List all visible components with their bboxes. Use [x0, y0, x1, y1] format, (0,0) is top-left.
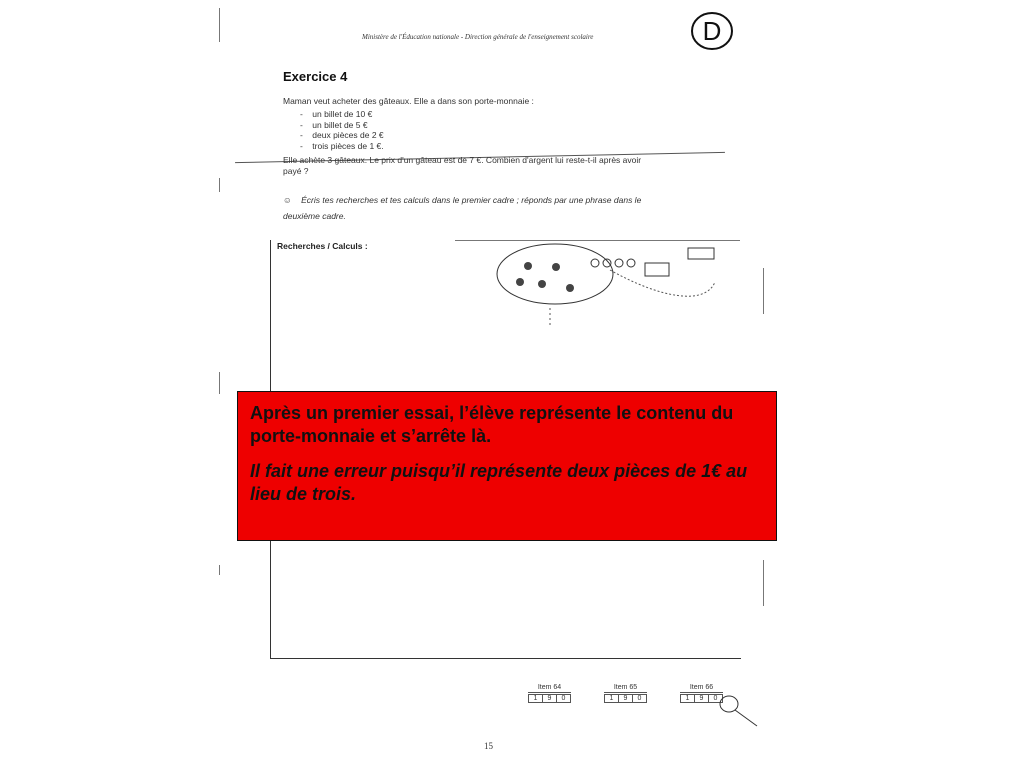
circled-letter-badge: [690, 10, 734, 52]
score-cell: 1: [681, 695, 695, 702]
exercise-instruction: ☺ Écris tes recherches et tes calculs dans le premier cadre ; réponds par une phrase dans le: [283, 195, 642, 205]
scan-mark: [219, 178, 220, 192]
scan-mark: [219, 8, 220, 42]
score-label: Item 66: [680, 684, 723, 693]
list-item: - un billet de 10 €: [300, 109, 373, 119]
score-cell: 0: [637, 695, 642, 702]
callout-error-note: Il fait une erreur puisqu’il représente deux pièces de 1€ au lieu de trois.: [250, 461, 748, 504]
list-item: - un billet de 5 €: [300, 119, 368, 130]
score-cell: 0: [713, 695, 718, 702]
scan-mark: [219, 372, 220, 394]
score-cell: 9: [695, 695, 709, 702]
badge-letter: D: [702, 16, 722, 46]
score-cell: 1: [529, 695, 543, 702]
scan-mark: [219, 565, 220, 575]
score-item-65: [604, 684, 647, 703]
page-number: 15: [484, 741, 493, 751]
money-list: [300, 109, 384, 151]
list-item: - deux pièces de 2 €: [300, 130, 384, 140]
exercise-question: Elle achète 3 gâteaux. Le prix d'un gâteau est de 7 €. Combien d'argent lui reste-t-il après avoir: [283, 155, 642, 165]
exercise-instruction-end: deuxième cadre.: [283, 211, 346, 221]
circled-score-mark: [715, 690, 760, 728]
score-cell: 9: [543, 695, 557, 702]
exercise-title: Exercice 4: [283, 69, 348, 84]
score-item-64: [528, 684, 571, 703]
ministry-header: Ministère de l'Éducation nationale - Direction générale de l'enseignement scolaire: [362, 33, 594, 41]
score-cell: 0: [561, 695, 566, 702]
exercise-question-end: payé ?: [283, 166, 309, 176]
student-drawing: [490, 236, 730, 336]
scan-mark: [763, 560, 764, 606]
scan-mark: [763, 268, 764, 314]
exercise-intro: Maman veut acheter des gâteaux. Elle a dans son porte-monnaie :: [283, 96, 534, 106]
score-cell: 9: [619, 695, 633, 702]
annotation-callout: [237, 391, 777, 541]
callout-text: Après un premier essai, l’élève représente le contenu du porte-monnaie et s’arrête là.: [250, 403, 734, 446]
list-item: - trois pièces de 1 €.: [300, 140, 384, 151]
score-label: Item 65: [604, 684, 647, 693]
calculations-label: Recherches / Calculs :: [277, 241, 368, 251]
score-label: Item 64: [528, 684, 571, 693]
score-cell: 1: [605, 695, 619, 702]
